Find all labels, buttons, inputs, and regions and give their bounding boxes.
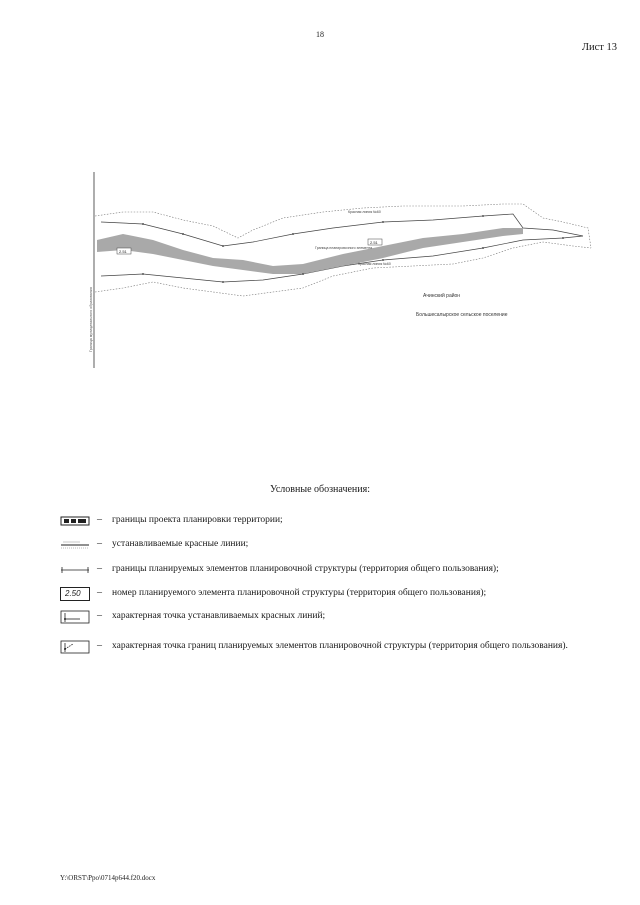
legend-dash: –	[97, 514, 102, 525]
red-line-point-icon	[60, 610, 90, 624]
project-boundary-icon	[60, 514, 90, 528]
legend-item-element-point	[57, 640, 597, 672]
legend-text: границы проекта планировки территории;	[112, 515, 283, 525]
legend-dash: –	[97, 587, 102, 598]
street-label-mid: Граница планировочного элемента	[315, 246, 373, 250]
legend-dash: –	[97, 538, 102, 549]
boundary-point	[142, 223, 144, 225]
legend-item-element-boundary	[57, 563, 597, 583]
red-line-icon	[60, 538, 90, 552]
street-label-bottom: Красная линия №60	[358, 262, 391, 266]
boundary-point	[382, 259, 384, 261]
boundary-point	[482, 247, 484, 249]
settlement-label: Большесалырское сельское поселение	[416, 312, 508, 318]
legend-item-project-boundary	[57, 514, 597, 534]
zone-label-right: 2.51	[370, 240, 378, 245]
boundary-point	[182, 233, 184, 235]
legend-item-red-line-point	[57, 610, 597, 630]
boundary-point	[302, 273, 304, 275]
boundary-point	[222, 245, 224, 247]
legend-text: характерная точка устанавливаемых красных линий;	[112, 611, 326, 621]
legend-dash: –	[97, 610, 102, 621]
legend-item-element-number	[57, 587, 597, 607]
legend-text: характерная точка границ планируемых элементов планировочной структуры (территория общего пользования).	[112, 641, 568, 651]
water-band	[97, 228, 523, 274]
planning-map	[83, 170, 603, 370]
sheet-label: Лист 13	[581, 42, 617, 53]
boundary-point	[562, 237, 564, 239]
footer-file-path: Y:\ORST\Ppo\0714p644.f20.docx	[60, 874, 156, 882]
element-number-icon	[60, 587, 90, 601]
page-number: 18	[316, 30, 324, 39]
boundary-point	[142, 273, 144, 275]
boundary-point	[382, 221, 384, 223]
legend-text: устанавливаемые красные линии;	[112, 539, 249, 549]
element-point-icon	[60, 640, 90, 654]
zone-label-left: 2.51	[119, 249, 127, 254]
vertical-boundary-label: Граница муниципального образования	[89, 287, 93, 352]
element-boundary-icon	[60, 563, 90, 577]
boundary-point	[482, 215, 484, 217]
legend-dash: –	[97, 563, 102, 574]
district-label: Ачинский район	[423, 293, 461, 299]
element-number-sample: 2.50	[65, 589, 81, 598]
boundary-point	[292, 233, 294, 235]
legend-text: номер планируемого элемента планировочной структуры (территория общего пользования);	[112, 588, 487, 598]
legend-dash: –	[97, 640, 102, 651]
legend-title: Условные обозначения:	[269, 484, 370, 495]
boundary-point	[222, 281, 224, 283]
legend-item-red-line	[57, 538, 597, 558]
legend-text: границы планируемых элементов планировочной структуры (территория общего пользования);	[112, 564, 499, 574]
street-label-top: Красная линия №60	[348, 210, 381, 214]
